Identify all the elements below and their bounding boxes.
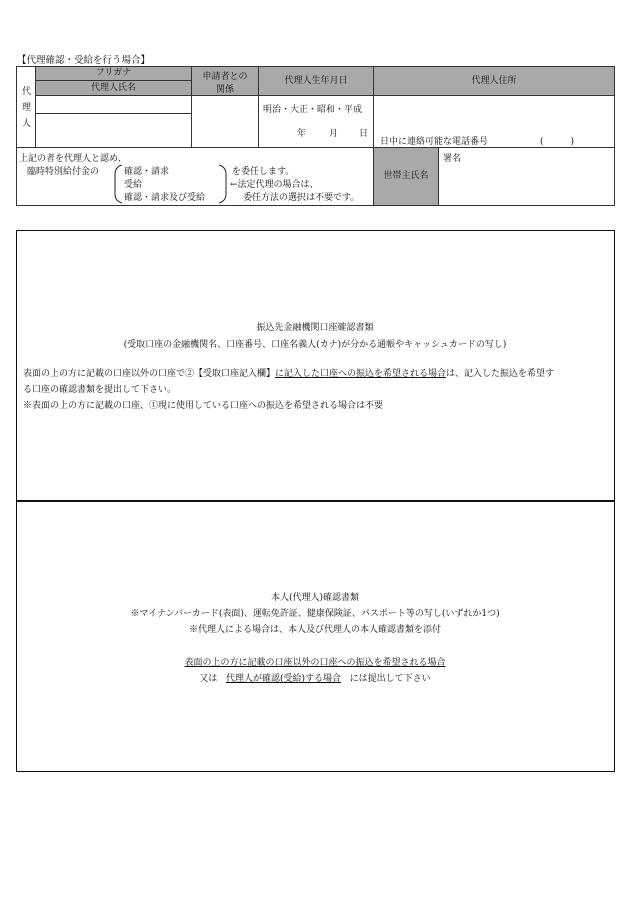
id-box-line2: ※代理人による場合は、本人及び代理人の本人確認書類を添付 — [188, 625, 441, 635]
bank-account-document-box — [16, 230, 615, 502]
bank-box-title: 振込先金融機関口座確認書類 — [256, 323, 374, 333]
furigana-input[interactable] — [35, 95, 192, 114]
furigana-header: フリガナ — [35, 66, 192, 81]
householder-header: 世帯主氏名 — [373, 147, 439, 206]
delegation-suffix: を委任します。 — [232, 167, 295, 177]
era-options: 明治・大正・昭和・平成 — [263, 105, 363, 115]
month-label: 月 — [329, 129, 339, 139]
delegation-cell — [16, 147, 374, 206]
side-char-1: 代 — [22, 87, 32, 97]
birthdate-header: 代理人生年月日 — [258, 66, 374, 96]
legal-note-line1: ←法定代理の場合は、 — [230, 180, 319, 190]
option-confirm-request[interactable]: 確認・請求 — [124, 167, 170, 177]
bank-box-note: ※表面の上の方に記載の口座、①現に使用している口座への振込を希望される場合は不要 — [23, 401, 384, 411]
name-header: 代理人氏名 — [35, 80, 192, 96]
proxy-side-label — [16, 66, 36, 148]
day-label: 日 — [359, 129, 369, 139]
legal-note-line2: 委任方法の選択は不要です。 — [243, 193, 360, 203]
bank-box-subtitle: (受取口座の金融機関名、口座番号、口座名義人(カナ)が分かる通帳やキャッシュカードの写し) — [123, 340, 507, 350]
side-char-2: 理 — [22, 103, 32, 113]
side-char-3: 人 — [22, 119, 32, 129]
birthdate-input[interactable] — [258, 95, 374, 148]
address-header: 代理人住所 — [373, 66, 615, 96]
year-label: 年 — [297, 129, 307, 139]
relation-input[interactable] — [191, 95, 259, 148]
option-confirm-request-receive[interactable]: 確認・請求及び受給 — [124, 193, 206, 203]
phone-paren: ( ) — [540, 137, 575, 147]
id-box-line1: ※マイナンバーカード(表面)、運転免許証、健康保険証、パスポート等の写し(いずれか1つ) — [130, 609, 500, 619]
signature-field[interactable] — [438, 147, 615, 206]
id-box-line4: 又は 代理人が確認(受給)する場合 には提出して下さい — [199, 674, 431, 684]
delegation-line2-prefix: 臨時特別給付金の — [27, 167, 100, 177]
right-bracket-icon — [218, 164, 228, 204]
id-box-line3: 表面の上の方に記載の口座以外の口座への振込を希望される場合 — [184, 658, 446, 668]
left-bracket-icon — [113, 164, 123, 204]
identity-document-box — [16, 500, 615, 772]
id-box-title: 本人(代理人)確認書類 — [270, 593, 360, 603]
name-input[interactable] — [35, 113, 192, 148]
phone-label: 日中に連絡可能な電話番号 — [380, 137, 489, 147]
bank-box-para1: 表面の上の方に記載の口座以外の口座で②【受取口座記入欄】に記入した口座への振込を希望される場合は、記入した振込を希望す — [23, 369, 555, 379]
option-receive[interactable]: 受給 — [124, 180, 143, 190]
section-heading: 【代理確認・受給を行う場合】 — [17, 55, 151, 66]
address-input[interactable] — [373, 95, 615, 148]
signature-label: 署名 — [443, 154, 462, 164]
bank-box-para1-cont: る口座の確認書類を提出して下さい。 — [23, 385, 177, 395]
relation-header: 申請者との 関係 — [191, 66, 259, 96]
delegation-line1: 上記の者を代理人と認め、 — [19, 154, 127, 164]
